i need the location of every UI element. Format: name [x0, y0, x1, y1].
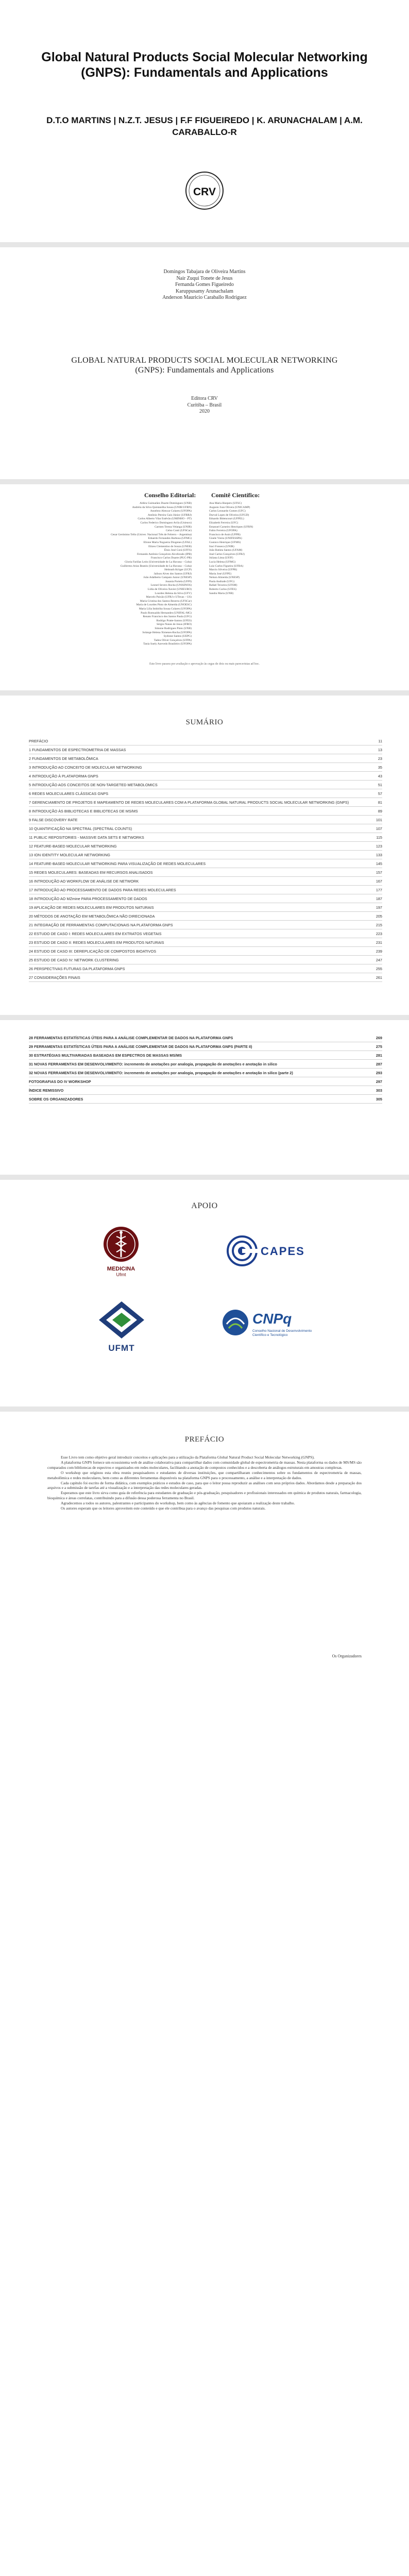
toc-entry-page: 197 — [376, 905, 382, 910]
editorial-member: Cesar Gerónimo Tello (Univer. Nacional Três de Febrero – Argentina) — [111, 533, 192, 536]
toc-entry[interactable] — [29, 816, 382, 824]
editorial-member: Paulo Romualdo Hernandes (UNIFAL-MG) — [141, 611, 192, 615]
toc-entry[interactable] — [29, 973, 382, 982]
credit-line: Karuppusamy Arunachalam — [176, 288, 233, 294]
editorial-member: Carmen Tereza Velanga (UNIR) — [155, 525, 192, 529]
scientific-member: Roberto Carlos (UFES) — [209, 588, 236, 591]
toc-entry-page: 23 — [378, 756, 382, 761]
toc-entry[interactable] — [29, 886, 382, 894]
scientific-member: Gisele Vieira (UNIFESSPA) — [209, 537, 242, 540]
summary-continued-page — [0, 1020, 409, 1175]
editorial-member: Andréia da Silva Quintanilha Sousa (UNIR/UFRN) — [132, 505, 192, 509]
scientific-member: Eduardo Bittencourt (UFPEL) — [209, 517, 244, 521]
toc-entry-title: 11 PUBLIC REPOSITORIES - MASSIVE DATA SETS E NETWORKS — [29, 835, 144, 840]
cover-page — [0, 0, 409, 242]
toc-entry-title: 4 INTRODUÇÃO À PLATAFORMA GNPS — [29, 774, 98, 778]
scientific-member: Emanuel Carneiro Henriques (UFRN) — [209, 525, 253, 529]
toc-entry-page: 167 — [376, 879, 382, 884]
editorial-member: Élsio José Corá (UFFS) — [164, 549, 192, 552]
editorial-member: Leonel Severo Rocha (UNISINOS) — [150, 584, 192, 587]
scientific-member: Iraci Fonseca (UNIR) — [209, 545, 234, 548]
editorial-member: Tadeu Oliver Gonçalves (UFPA) — [154, 638, 192, 642]
credits-page — [0, 247, 409, 479]
toc-entry-page: 123 — [376, 844, 382, 849]
editorial-member: Lídia de Oliveira Xavier (UNIEURO) — [147, 588, 192, 591]
editorial-council-list — [57, 502, 192, 647]
editorial-member: Maria Lília Imbiriba Sousa Colares (UFOPA) — [139, 607, 192, 611]
toc-entry-page: 287 — [376, 1062, 382, 1066]
toc-entry[interactable] — [29, 851, 382, 859]
toc-entry-title: 1 FUNDAMENTOS DE ESPECTROMETRIA DE MASSAS — [29, 748, 126, 752]
editorial-member: Antônio Pereira Gaio Júnior (UFRRJ) — [147, 513, 192, 517]
toc-entry-page: 57 — [378, 791, 382, 796]
table-of-contents — [29, 737, 382, 982]
scientific-member: Marcio Silveira (UFPR) — [209, 568, 237, 572]
toc-entry-title: 32 NOVAS FERRAMENTAS EM DESENVOLVIMENTO: incremento de anotações por analogia, propagação de anotações e anotação in silico (parte 2) — [29, 1071, 293, 1075]
medicina-label: MEDICINA — [107, 1266, 135, 1272]
toc-entry-title: 31 NOVAS FERRAMENTAS EM DESENVOLVIMENTO: incremento de anotações por analogia, propagação de anotações e anotação in silico — [29, 1062, 277, 1066]
editorial-member: Josania Portela (UFPI) — [165, 580, 192, 583]
toc-entry-page: 297 — [376, 1079, 382, 1084]
editorial-member: Sydione Santos (UEPG) — [163, 635, 192, 638]
toc-entry-title: 8 INTRODUÇÃO ÀS BIBLIOTECAS E BIBLIOTECAS DE MS/MS — [29, 809, 138, 814]
toc-entry-title: 18 INTRODUÇÃO AO MZmine PARA PROCESSAMENTO DE DADOS — [29, 896, 147, 901]
preface-paragraph: Cada capítulo foi escrito de forma didática, com exemplos práticos e estudos de caso, para que o leitor possa reproduzir as análises com seus próprios dados. Abordamos desde a preparação dos arquivos e a submissão de tarefas até a visualização e a interpretação das redes moleculares geradas. — [47, 1480, 362, 1490]
book-title: GLOBAL NATURAL PRODUCTS SOCIAL MOLECULAR NETWORKING (GNPS): Fundamentals and Applications — [71, 356, 338, 375]
toc-entry-title: 26 PERSPECTIVAS FUTURAS DA PLATAFORMA GNPS — [29, 967, 125, 971]
toc-entry-title: 9 FALSE DISCOVERY RATE — [29, 818, 78, 822]
capes-label: CAPES — [261, 1245, 305, 1258]
preface-paragraph: Esse Livro tem como objetivo geral introduzir conceitos e aplicações para a utilização da Plataforma Global Natural Product Social Molecular Networking (GNPS). — [61, 1455, 315, 1460]
toc-entry-page: 255 — [376, 967, 382, 971]
scientific-member: Augusto Ivan Olivera (UNICAMP) — [209, 505, 250, 509]
editorial-member: Renato Francisco dos Santos Paula (UFG) — [143, 615, 192, 619]
toc-entry-title: 14 FEATURE-BASED MOLECULAR NETWORKING PARA VISUALIZAÇÃO DE REDES MOLECULARES — [29, 861, 206, 866]
credit-line: Domingos Tabajara de Oliveira Martins — [163, 269, 246, 275]
editorial-member: Elione Maria Nogueira Diogenes (UFAL) — [143, 540, 192, 544]
toc-entry[interactable] — [29, 1069, 382, 1077]
editorial-member: Francisco Carlos Duarte (PUC-PR) — [150, 556, 192, 560]
toc-entry[interactable] — [29, 824, 382, 833]
toc-entry-page: 13 — [378, 748, 382, 752]
toc-entry[interactable] — [29, 737, 382, 745]
toc-entry-page: 293 — [376, 1071, 382, 1075]
toc-entry[interactable] — [29, 868, 382, 877]
toc-entry[interactable] — [29, 842, 382, 851]
cnpq-sub-label: Conselho Nacional de Desenvolvimento Científico e Tecnológico — [252, 1329, 312, 1337]
toc-entry-page: 303 — [376, 1088, 382, 1093]
editorial-member: Solange Helena Ximenes-Rocha (UFOPA) — [142, 631, 192, 634]
toc-entry-page: 247 — [376, 958, 382, 962]
toc-entry-page: 205 — [376, 914, 382, 919]
scientific-member: José Carlos Gonçalves (UFRJ) — [209, 552, 245, 556]
ufmt-logo — [95, 1299, 148, 1356]
toc-entry-page: 145 — [376, 861, 382, 866]
toc-entry[interactable] — [29, 938, 382, 947]
preface-paragraph: O workshop que originou esta obra reuniu pesquisadores e estudantes de diversas instituições, que compartilharam conhecimentos sobre os fundamentos de espectrometria de massas, metabolômica e redes moleculares, bem como as diferentes ferramentas disponíveis na plataforma GNPS para o processamento, a análise e a interpretação de dados. — [47, 1470, 362, 1480]
scientific-committee-title: Comitê Científico: — [211, 492, 260, 499]
toc-entry-title: FOTOGRAFIAS DO IV WORKSHOP — [29, 1079, 91, 1084]
toc-entry[interactable] — [29, 807, 382, 816]
support-page — [0, 1180, 409, 1406]
editorial-member: Fernando Antônio Gonçalves Alcoforado (IPB) — [137, 552, 192, 556]
toc-entry-page: 89 — [378, 809, 382, 814]
toc-entry-title: 29 FERRAMENTAS ESTATÍSTICAS ÚTEIS PARA A ANÁLISE COMPLEMENTAR DE DADOS NA PLATAFORMA GNPS (PARTE II) — [29, 1044, 252, 1049]
toc-entry[interactable] — [29, 1051, 382, 1060]
scientific-member: Rafael Teixeira (UFSM) — [209, 584, 237, 587]
toc-entry[interactable] — [29, 1033, 382, 1042]
editorial-member: Simone Rodrigues Pinto (UNB) — [155, 627, 192, 630]
toc-entry-title: 6 REDES MOLECULARES CLÁSSICAS GNPS — [29, 791, 109, 796]
scientific-member: Juliana Lima (UFJF) — [209, 556, 233, 560]
editorial-member: Maria Cristina dos Santos Bezerra (UFSCar) — [140, 599, 192, 603]
toc-entry[interactable] — [29, 921, 382, 929]
toc-entry-title: 7 GERENCIAMENTO DE PROJETOS E MAPEAMENTO DE REDES MOLECULARES COM A PLATAFORMA GLOBAL NATURAL PRODUCTS SOCIAL MOLECULAR NETWORKING (GNPS) — [29, 800, 349, 805]
toc-entry[interactable] — [29, 877, 382, 886]
toc-entry[interactable] — [29, 833, 382, 842]
caduceus-icon — [98, 1225, 144, 1263]
editorial-member: Lourdes Helena da Silva (UFV) — [155, 591, 192, 595]
scientific-member: Nelson Almeida (UNESP) — [209, 576, 240, 580]
editorial-council-title: Conselho Editorial: — [144, 492, 196, 499]
cnpq-label: CNPq — [252, 1311, 292, 1327]
toc-entry-title: 30 ESTRATÉGIAS MULTIVARIADAS BASEADAS EM ESPECTROS DE MASSAS MS/MS — [29, 1053, 182, 1058]
medicina-sub-label: Ufmt — [116, 1272, 126, 1277]
toc-entry-title: 22 ESTUDO DE CASO I: REDES MOLECULARES EM EXTRATOS VEGETAIS — [29, 931, 162, 936]
toc-entry[interactable] — [29, 789, 382, 798]
toc-entry-page: 101 — [376, 818, 382, 822]
medicina-ufmt-logo — [98, 1225, 144, 1282]
peer-review-note: Este livro passou por avaliação e aprovação às cegas de dois ou mais pareceristas ad hoc. — [149, 663, 260, 666]
toc-entry-title: 23 ESTUDO DE CASO II: REDES MOLECULARES EM PRODUTOS NATURAIS — [29, 940, 164, 945]
scientific-member: João Batista Santos (UFAM) — [209, 549, 243, 552]
toc-entry[interactable] — [29, 859, 382, 868]
scientific-committee-list — [209, 502, 348, 596]
crv-logo-icon — [184, 170, 225, 211]
toc-entry[interactable] — [29, 912, 382, 921]
scientific-member: Carlos Leonardo Gomes (UFC) — [209, 510, 246, 513]
capes-symbol-icon — [227, 1235, 258, 1266]
toc-entry-title: 19 APLICAÇÃO DE REDES MOLECULARES EM PRODUTOS NATURAIS — [29, 905, 154, 910]
toc-entry[interactable] — [29, 745, 382, 754]
preface-paragraph: Os autores esperam que os leitores aproveitem este conteúdo e que ele contribua para o avanço das pesquisas com produtos naturais. — [61, 1506, 266, 1511]
scientific-member: Elizabeth Ferreira (UFC) — [209, 521, 238, 524]
preface-paragraph: A plataforma GNPS fornece um ecossistema web de análise colaborativa para compartilhar dados com comunidade global de espectrometria de massas. Nesta plataforma os dados de MS/MS são comparados com bibliotecas de espectros e organizados em redes moleculares, facilitando a anotação de compostos conhecidos e a descoberta de análogos estruturais em amostras complexas. — [47, 1460, 362, 1470]
toc-entry-title: 27 CONSIDERAÇÕES FINAIS — [29, 975, 80, 980]
toc-entry-page: 215 — [376, 923, 382, 927]
toc-entry-title: 15 REDES MOLECULARES: BASEADAS EM RECURSOS ANALISADOS — [29, 870, 153, 875]
preface-paragraph: Esperamos que este livro sirva como guia de referência para estudantes de graduação e pós-graduação, pesquisadores e profissionais interessados em química de produtos naturais, farmacologia, bioquímica e áreas correlatas, contribuindo para a difusão dessa poderosa ferramenta no Brasil. — [47, 1490, 362, 1501]
credits-authors — [103, 269, 306, 301]
scientific-member: Ana Maria Hoepers (UFSC) — [209, 502, 242, 505]
toc-entry-title: ÍNDICE REMISSIVO — [29, 1088, 64, 1093]
preface-page — [0, 1412, 409, 2576]
preface-signature: Os Organizadores — [332, 1654, 362, 1658]
toc-entry[interactable] — [29, 772, 382, 781]
editorial-member: Maria de Lourdes Pinto de Almeida (UNOESC) — [136, 603, 192, 607]
editorial-member: Tania Suely Azevedo Brasileiro (UFOPA) — [143, 642, 192, 646]
summary-page — [0, 696, 409, 1015]
credit-line: Anderson Mauricio Caraballo Rodriguez — [162, 295, 247, 300]
scientific-member: Lucia Helena (UFMG) — [209, 560, 236, 564]
toc-entry[interactable] — [29, 1086, 382, 1095]
toc-entry-title: PREFÁCIO — [29, 739, 48, 743]
toc-entry-page: 177 — [376, 888, 382, 892]
toc-entry-page: 81 — [378, 800, 382, 805]
toc-entry-title: 12 FEATURE-BASED MOLECULAR NETWORKING — [29, 844, 117, 849]
toc-entry-title: 24 ESTUDO DE CASO III: DEREPLICAÇÃO DE COMPOSTOS BIOATIVOS — [29, 949, 157, 954]
table-of-contents-continued — [29, 1033, 382, 1104]
editorial-member: Guillermo Arias Beatón (Universidade de La Havana – Cuba) — [120, 564, 192, 568]
scientific-member: Maria José (UFPE) — [209, 572, 232, 575]
toc-entry-page: 115 — [376, 835, 382, 840]
publisher-info — [155, 396, 254, 415]
toc-entry[interactable] — [29, 781, 382, 789]
toc-entry-title: 16 INTRODUÇÃO AO WORKFLOW DE ANÁLISE DE NETWORK — [29, 879, 139, 884]
support-title: APOIO — [191, 1201, 218, 1210]
toc-entry-page: 43 — [378, 774, 382, 778]
toc-entry[interactable] — [29, 798, 382, 807]
toc-entry-page: 239 — [376, 949, 382, 954]
toc-entry[interactable] — [29, 894, 382, 903]
preface-title: PREFÁCIO — [184, 1435, 225, 1444]
toc-entry-title: 2 FUNDAMENTOS DE METABOLÔMICA — [29, 756, 98, 761]
capes-logo — [227, 1235, 314, 1272]
editorial-member: Rodrigo Pratte-Santos (UFES) — [156, 619, 192, 622]
scientific-member: Sandra Maria (UNB) — [209, 591, 234, 595]
editorial-member: Helmuth Krüger (UCP) — [164, 568, 192, 572]
toc-entry-page: 107 — [376, 826, 382, 831]
toc-entry-title: 3 INTRODUÇÃO AO CONCEITO DE MOLECULAR NETWORKING — [29, 765, 142, 770]
publisher-year: 2020 — [199, 409, 210, 414]
toc-entry[interactable] — [29, 1060, 382, 1069]
toc-entry-title: 13 ION IDENTITY MOLECULAR NETWORKING — [29, 853, 110, 857]
toc-entry-page: 11 — [378, 739, 382, 743]
credit-line: Fernanda Gomes Figueiredo — [175, 282, 234, 287]
ufmt-label: UFMT — [108, 1343, 135, 1353]
toc-entry-page: 269 — [376, 1036, 382, 1040]
toc-entry-title: SOBRE OS ORGANIZADORES — [29, 1097, 83, 1101]
editorial-member: Carlos Alberto Vilar Estêvão (UMINHO – PT) — [138, 517, 192, 521]
toc-entry-page: 281 — [376, 1053, 382, 1058]
toc-entry[interactable] — [29, 964, 382, 973]
editorial-member: Marcelo Paixão (UFRJ e UTexas – US) — [146, 596, 192, 599]
scientific-member: Luiz Carlos Figueira (UFBA) — [209, 564, 244, 568]
editorial-member: Carlos Federico Dominguez Avila (Unieuro) — [140, 521, 192, 524]
cnpq-symbol-icon — [221, 1309, 249, 1336]
toc-entry-title: 21 INTEGRAÇÃO DE FERRAMENTAS COMPUTACIONAIS NA PLATAFORMA GNPS — [29, 923, 173, 927]
editorial-member: João Adalberto Campato Junior (UNESP) — [143, 576, 192, 580]
toc-entry[interactable] — [29, 903, 382, 912]
toc-entry-page: 187 — [376, 896, 382, 901]
toc-entry-title: 25 ESTUDO DE CASO IV: NETWORK CLUSTERING — [29, 958, 119, 962]
crv-logo-text: CRV — [193, 186, 216, 198]
toc-entry[interactable] — [29, 956, 382, 964]
toc-entry-title: 28 FERRAMENTAS ESTATÍSTICAS ÚTEIS PARA A ANÁLISE COMPLEMENTAR DE DADOS NA PLATAFORMA GNPS — [29, 1036, 233, 1040]
toc-entry-page: 35 — [378, 765, 382, 770]
cnpq-logo — [221, 1309, 325, 1350]
toc-entry[interactable] — [29, 1077, 382, 1086]
toc-entry-title: 10 QUANTIFICAÇÃO NA SPECTRAL (SPECTRAL COUNTS) — [29, 826, 132, 831]
toc-entry-page: 305 — [376, 1097, 382, 1101]
toc-entry[interactable] — [29, 1042, 382, 1051]
editorial-member: Anselmo Alencar Colares (UFOPA) — [150, 510, 192, 513]
editorial-member: Eduardo Fernandes Barbosa (UFMG) — [148, 537, 192, 540]
toc-entry-page: 275 — [376, 1044, 382, 1049]
cover-authors: D.T.O MARTINS | N.Z.T. JESUS | F.F FIGUEIREDO | K. ARUNACHALAM | A.M. CARABALLO-R — [46, 115, 363, 137]
toc-entry[interactable] — [29, 763, 382, 772]
toc-entry-page: 261 — [376, 975, 382, 980]
toc-entry-page: 231 — [376, 940, 382, 945]
toc-entry[interactable] — [29, 1095, 382, 1104]
toc-entry-title: 20 MÉTODOS DE ANOTAÇÃO EM METABOLÔMICA NÃO DIRECIONADA — [29, 914, 155, 919]
toc-entry-page: 157 — [376, 870, 382, 875]
toc-entry[interactable] — [29, 947, 382, 956]
editorial-member: Sérgio Nunes de Jesus (IFRO) — [157, 623, 192, 626]
credit-line: Nair Zuqui Tonete de Jesus — [176, 275, 233, 281]
preface-body — [47, 1455, 362, 1511]
scientific-member: Fabio Ferreira (UFOPA) — [209, 529, 237, 533]
toc-entry-page: 223 — [376, 931, 382, 936]
toc-entry-page: 51 — [378, 783, 382, 787]
editorial-member: Gloria Fariñas León (Universidade de La Havana – Cuba) — [125, 560, 192, 564]
editorial-member: Elizeu Clementino de Souza (UNEB) — [148, 545, 192, 548]
toc-entry-page: 133 — [376, 853, 382, 857]
cover-title: Global Natural Products Social Molecular Networking (GNPS): Fundamentals and Applications — [41, 50, 368, 80]
editorial-member: Jailson Alves dos Santos (UFRJ) — [154, 572, 192, 575]
scientific-member: Gustavo Henrique (UFMS) — [209, 540, 241, 544]
council-page — [0, 484, 409, 690]
toc-entry-title: 17 INTRODUÇÃO AO PROCESSAMENTO DE DADOS PARA REDES MOLECULARES — [29, 888, 176, 892]
publisher-city: Curitiba – Brasil — [187, 402, 222, 408]
ufmt-symbol-icon — [95, 1299, 148, 1341]
scientific-member: Francisco de Assis (UFPB) — [209, 533, 241, 536]
preface-paragraph: Agradecemos a todos os autores, palestrantes e participantes do workshop, bem como às agências de fomento que apoiaram a realização deste trabalho. — [61, 1501, 295, 1506]
scientific-member: Paula Andrade (UFG) — [209, 580, 235, 583]
publisher-name: Editora CRV — [191, 396, 218, 401]
editorial-member: Aldira Guimarães Duarte Domínguez (UNB) — [140, 502, 192, 505]
toc-entry-title: 5 INTRODUÇÃO AOS CONCEITOS DE NON-TARGETED METABOLOMICS — [29, 783, 158, 787]
toc-entry[interactable] — [29, 929, 382, 938]
summary-title: SUMÁRIO — [185, 718, 224, 726]
editorial-member: Celso Conti (UFSCar) — [165, 529, 192, 533]
toc-entry[interactable] — [29, 754, 382, 763]
scientific-member: Durval Lopes de Oliveira (UFGD) — [209, 513, 249, 517]
